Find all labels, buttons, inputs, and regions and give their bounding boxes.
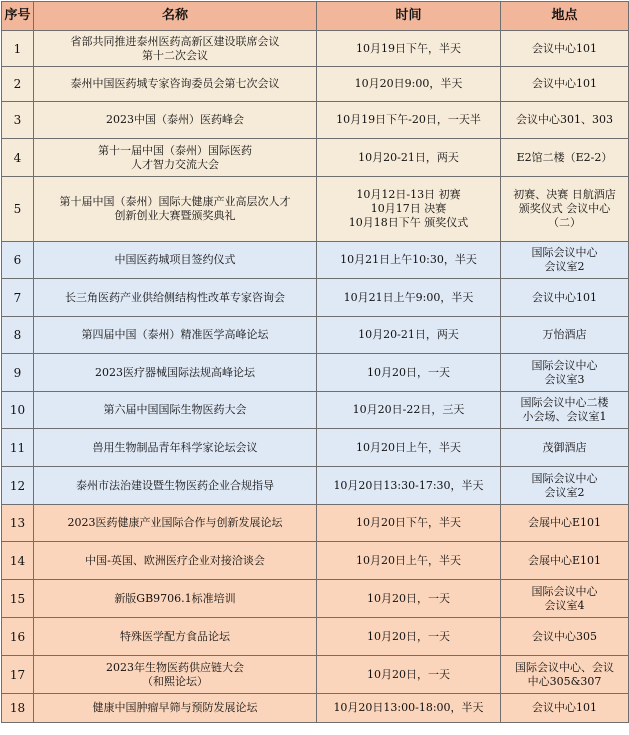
- event-time: 10月19日下午，半天: [317, 31, 501, 67]
- event-time: 10月20日上午，半天: [317, 429, 501, 467]
- event-time: 10月20日，一天: [317, 618, 501, 656]
- event-time: 10月20日13:30-17:30，半天: [317, 467, 501, 505]
- event-location: E2馆二楼（E2-2）: [501, 139, 629, 177]
- event-name: 第十一届中国（泰州）国际医药 人才智力交流大会: [34, 139, 317, 177]
- event-time: 10月21日上午10:30，半天: [317, 242, 501, 279]
- event-time: 10月20日，一天: [317, 354, 501, 392]
- table-row: [2, 618, 629, 656]
- event-time: 10月21日上午9:00，半天: [317, 279, 501, 317]
- event-time: 10月20-21日，两天: [317, 317, 501, 354]
- event-location: 国际会议中心 会议室4: [501, 580, 629, 618]
- event-name: 中国-英国、欧洲医疗企业对接洽谈会: [34, 542, 317, 580]
- event-location: 茂御酒店: [501, 429, 629, 467]
- table-row: [2, 67, 629, 102]
- event-time: 10月20日，一天: [317, 656, 501, 694]
- header-row: [2, 2, 629, 31]
- table-row: [2, 279, 629, 317]
- event-location: 国际会议中心 会议室2: [501, 467, 629, 505]
- table-body: [2, 31, 629, 723]
- event-name: 2023中国（泰州）医药峰会: [34, 102, 317, 139]
- event-location: 会展中心E101: [501, 505, 629, 542]
- row-number: 12: [2, 467, 34, 505]
- table-row: [2, 542, 629, 580]
- event-location: 万怡酒店: [501, 317, 629, 354]
- table-row: [2, 580, 629, 618]
- event-time: 10月20日13:00-18:00，半天: [317, 694, 501, 723]
- event-location: 会议中心101: [501, 279, 629, 317]
- event-location: 国际会议中心 会议室3: [501, 354, 629, 392]
- event-location: 会议中心305: [501, 618, 629, 656]
- event-name: 泰州中国医药城专家咨询委员会第七次会议: [34, 67, 317, 102]
- table-row: [2, 102, 629, 139]
- event-location: 初赛、决赛 日航酒店 颁奖仪式 会议中心 （二）: [501, 177, 629, 242]
- event-location: 会议中心301、303: [501, 102, 629, 139]
- table-row: [2, 31, 629, 67]
- table-row: [2, 505, 629, 542]
- event-time: 10月20-21日，两天: [317, 139, 501, 177]
- row-number: 8: [2, 317, 34, 354]
- event-name: 2023年生物医药供应链大会 （和熙论坛）: [34, 656, 317, 694]
- table-row: [2, 467, 629, 505]
- table-row: [2, 354, 629, 392]
- row-number: 16: [2, 618, 34, 656]
- table-row: [2, 429, 629, 467]
- table-row: [2, 242, 629, 279]
- event-time: 10月20日上午，半天: [317, 542, 501, 580]
- event-time: 10月20日-22日，三天: [317, 392, 501, 429]
- event-time: 10月20日，一天: [317, 580, 501, 618]
- event-location: 会议中心101: [501, 694, 629, 723]
- row-number: 15: [2, 580, 34, 618]
- event-location: 会议中心101: [501, 67, 629, 102]
- row-number: 17: [2, 656, 34, 694]
- event-name: 新版GB9706.1标准培训: [34, 580, 317, 618]
- event-location: 国际会议中心 会议室2: [501, 242, 629, 279]
- event-name: 2023医药健康产业国际合作与创新发展论坛: [34, 505, 317, 542]
- event-name: 中国医药城项目签约仪式: [34, 242, 317, 279]
- event-time: 10月20日9:00，半天: [317, 67, 501, 102]
- row-number: 7: [2, 279, 34, 317]
- row-number: 9: [2, 354, 34, 392]
- table-row: [2, 694, 629, 723]
- header-location: 地点: [501, 2, 629, 31]
- event-name: 健康中国肿瘤早筛与预防发展论坛: [34, 694, 317, 723]
- table-row: [2, 139, 629, 177]
- row-number: 4: [2, 139, 34, 177]
- event-location: 国际会议中心二楼 小会场、会议室1: [501, 392, 629, 429]
- row-number: 10: [2, 392, 34, 429]
- row-number: 11: [2, 429, 34, 467]
- event-schedule-table: [1, 1, 629, 723]
- event-name: 省部共同推进泰州医药高新区建设联席会议 第十二次会议: [34, 31, 317, 67]
- row-number: 2: [2, 67, 34, 102]
- event-name: 泰州市法治建设暨生物医药企业合规指导: [34, 467, 317, 505]
- header-name: 名称: [34, 2, 317, 31]
- event-name: 长三角医药产业供给侧结构性改革专家咨询会: [34, 279, 317, 317]
- event-time: 10月12日-13日 初赛 10月17日 决赛 10月18日下午 颁奖仪式: [317, 177, 501, 242]
- event-time: 10月20日下午，半天: [317, 505, 501, 542]
- event-location: 会议中心101: [501, 31, 629, 67]
- table-row: [2, 317, 629, 354]
- row-number: 18: [2, 694, 34, 723]
- table-row: [2, 656, 629, 694]
- event-name: 第四届中国（泰州）精准医学高峰论坛: [34, 317, 317, 354]
- table-row: [2, 177, 629, 242]
- event-time: 10月19日下午-20日，一天半: [317, 102, 501, 139]
- event-location: 会展中心E101: [501, 542, 629, 580]
- row-number: 14: [2, 542, 34, 580]
- event-name: 2023医疗器械国际法规高峰论坛: [34, 354, 317, 392]
- table-row: [2, 392, 629, 429]
- event-name: 第六届中国国际生物医药大会: [34, 392, 317, 429]
- header-number: 序号: [2, 2, 34, 31]
- row-number: 1: [2, 31, 34, 67]
- event-name: 第十届中国（泰州）国际大健康产业高层次人才 创新创业大赛暨颁奖典礼: [34, 177, 317, 242]
- row-number: 3: [2, 102, 34, 139]
- row-number: 6: [2, 242, 34, 279]
- row-number: 5: [2, 177, 34, 242]
- header-time: 时间: [317, 2, 501, 31]
- event-location: 国际会议中心、会议 中心305&307: [501, 656, 629, 694]
- row-number: 13: [2, 505, 34, 542]
- event-name: 特殊医学配方食品论坛: [34, 618, 317, 656]
- event-name: 兽用生物制品青年科学家论坛会议: [34, 429, 317, 467]
